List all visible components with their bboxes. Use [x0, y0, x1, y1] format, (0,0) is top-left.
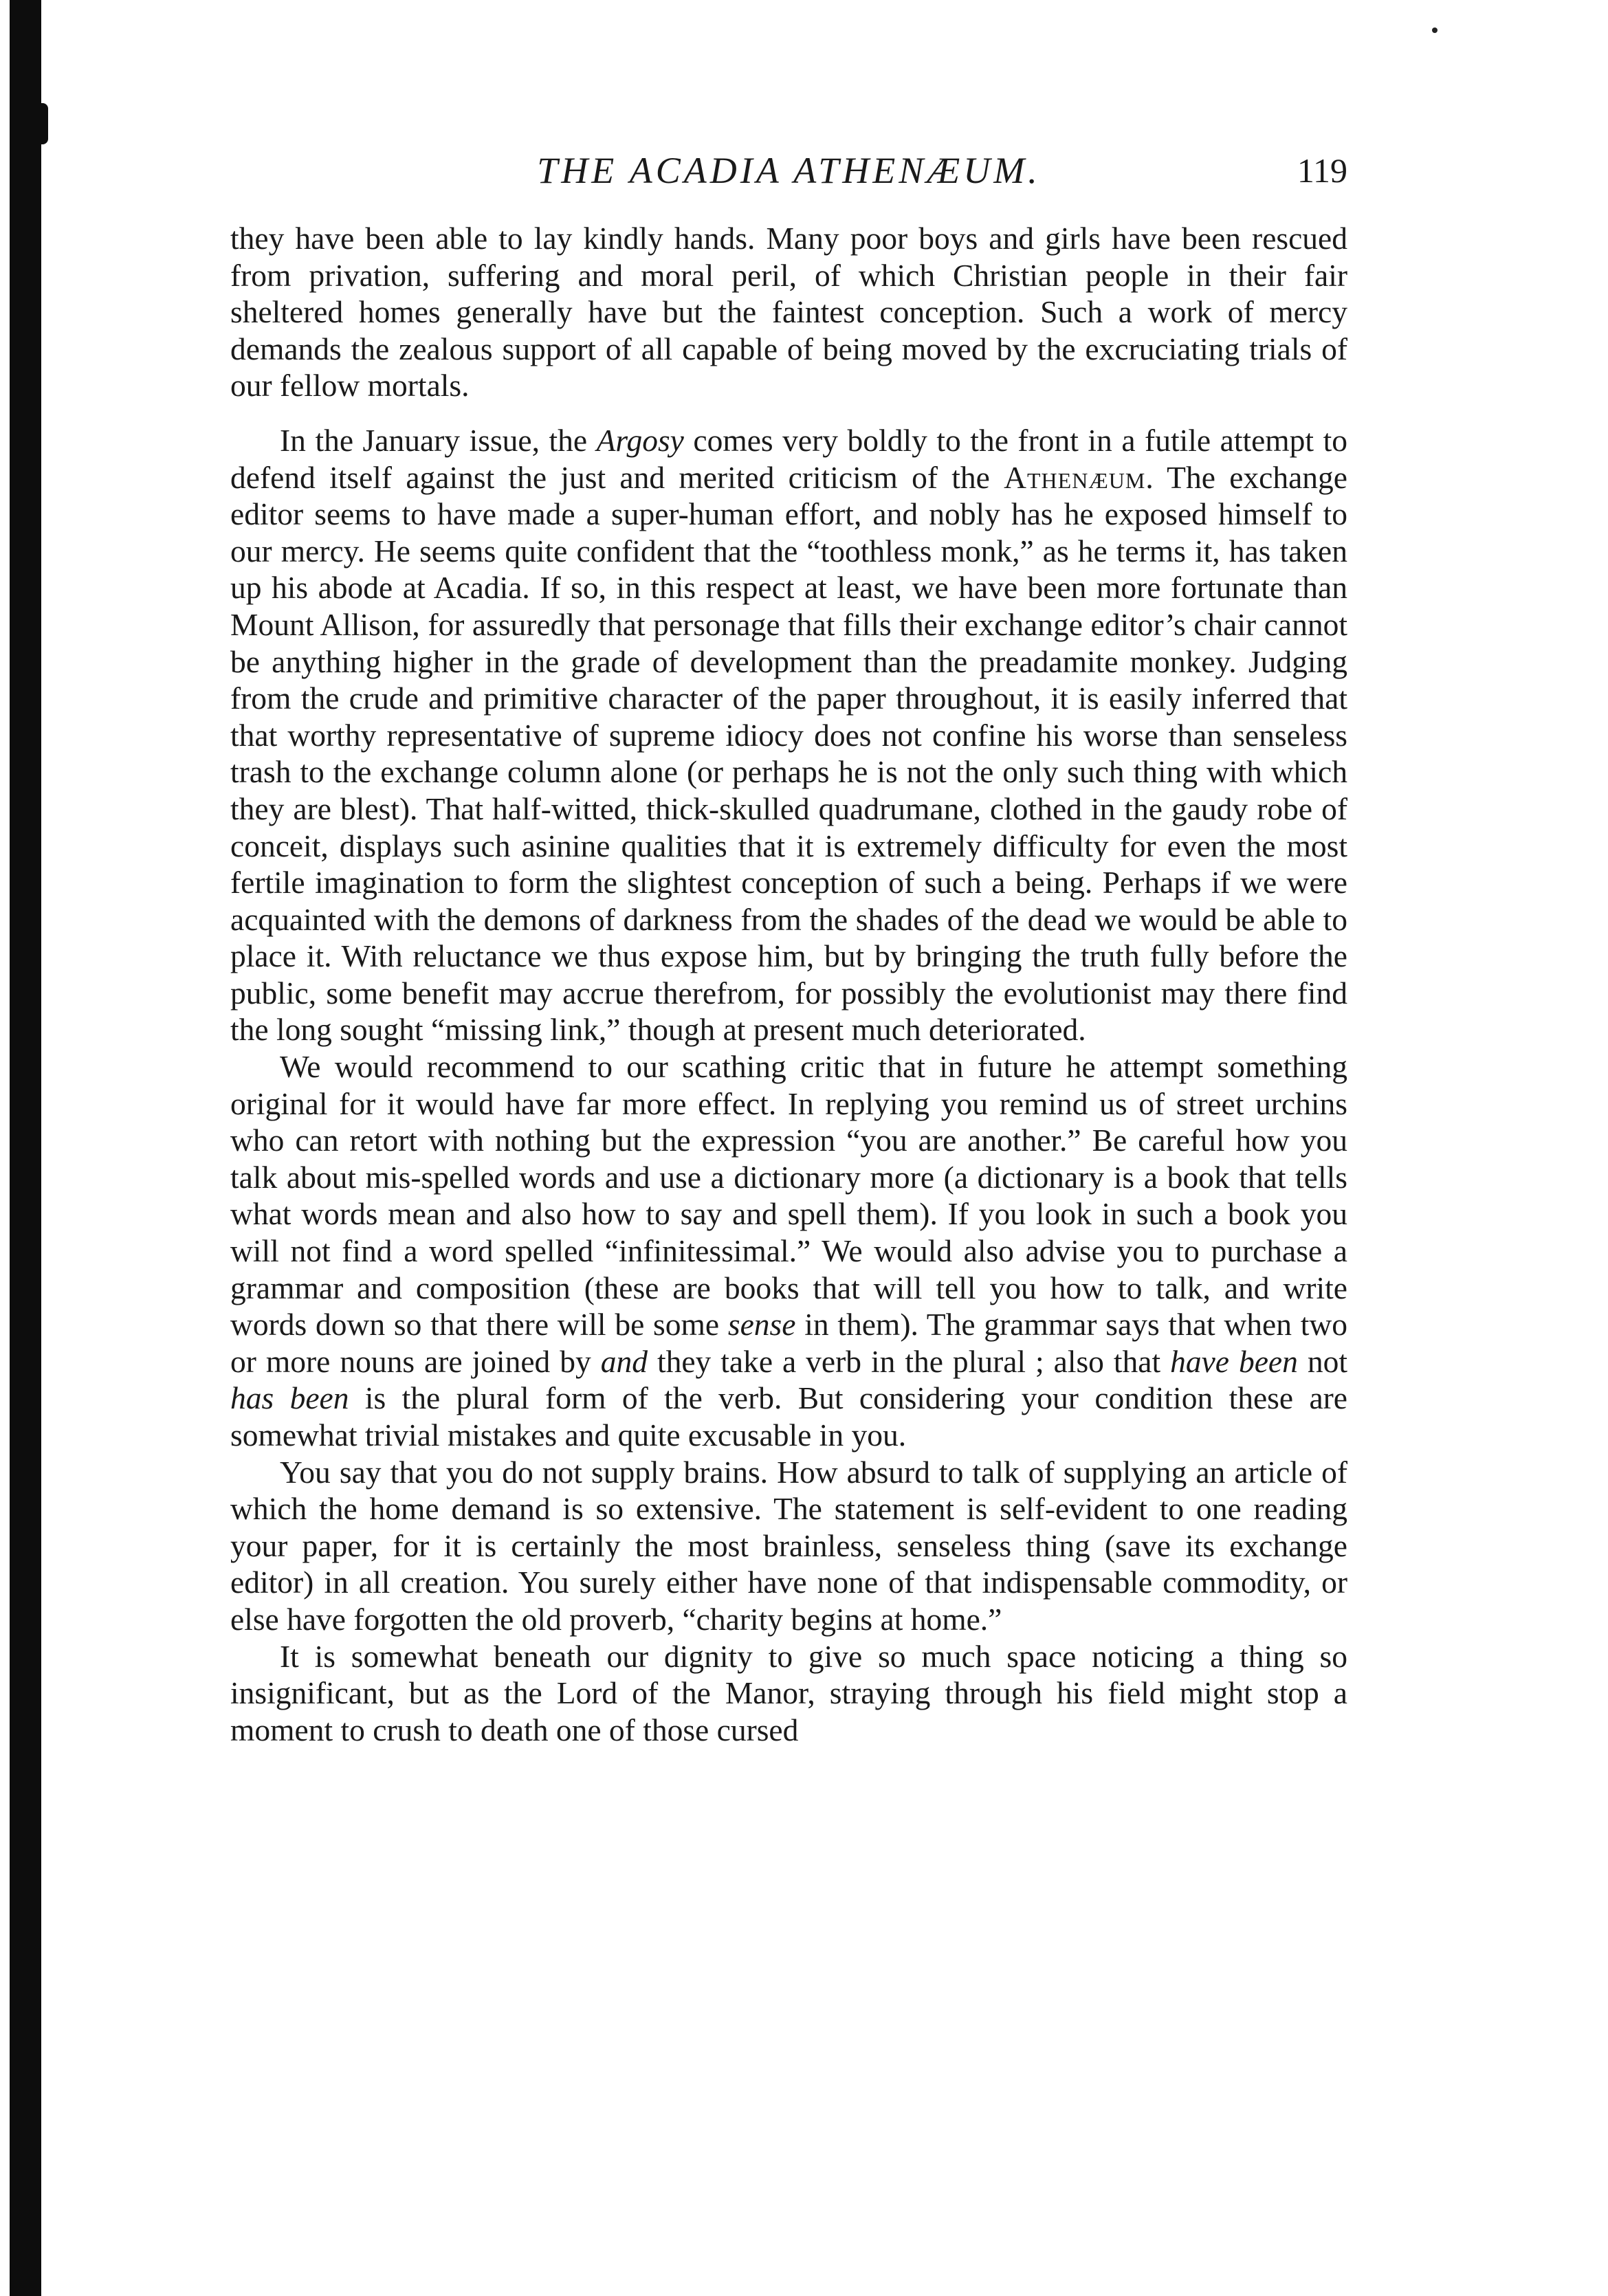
paragraph-4: You say that you do not supply brains. How absurd to talk of supplying an article of which the home demand is so extensive. The statement is self-evident to one reading your paper, for it is certainly the most brainless, senseless thing (save its exchange editor) in all creation. You surely either have none of that indispensable commodity, or else have forgotten the old proverb, “charity begins at home.” — [230, 1454, 1347, 1637]
p3-text-5: is the plural form of the verb. But considering your condition these are somewhat trivial mistakes and quite excusable in you. — [230, 1380, 1347, 1453]
argosy-title: Argosy — [596, 422, 684, 458]
page-title: THE ACADIA ATHENÆUM. — [537, 150, 1041, 191]
paragraph-2 — [230, 422, 1347, 1048]
scan-speck — [1432, 27, 1438, 33]
binding-mark — [41, 103, 48, 144]
p3-text-2: in them). The grammar says that when two or more nouns are joined by — [230, 1307, 1347, 1379]
p2-text-1: In the January issue, the — [280, 422, 597, 458]
p2-text-3: . The exchange editor seems to have made a super-human effort, and nobly has he exposed himself to our mercy. He seems quite confident that the “toothless monk,” as he terms it, has taken up his abode at Acadia. If so, in this respect at least, we have been more fortunate than Mount Allison, for assuredly that personage that fills their exchange editor’s chair cannot be anything higher in the grade of development than the preadamite monkey. Judging from the crude and primitive character of the paper throughout, it is easily inferred that that worthy representative of supreme idiocy does not confine his worse than senseless trash to the exchange column alone (or perhaps he is not the only such thing with which they are blest). That half-witted, thick-skulled quadrumane, clothed in the gaudy robe of conceit, displays such asinine qualities that it is extremely difficulty for even the most fertile imagination to form the slightest conception of such a being. Perhaps if we were acquainted with the demons of darkness from the shades of the dead we would be able to place it. With reluctance we thus expose him, but by bringing the truth fully before the public, some benefit may accrue therefrom, for possibly the evolutionist may there find the long sought “missing link,” though at present much deteriorated. — [230, 459, 1347, 1048]
page-number: 119 — [1297, 151, 1347, 190]
emphasis-has-been: has been — [230, 1380, 349, 1416]
p2-text-2: comes very boldly to the front in a futile attempt to defend itself against the just and merited criticism of the — [230, 422, 1348, 495]
emphasis-sense: sense — [727, 1307, 796, 1343]
paragraph-1: they have been able to lay kindly hands. Many poor boys and girls have been rescued from privation, suffering and moral peril, of which Christian people in their fair sheltered homes generally have but the faintest conception. Such a work of mercy demands the zealous support of all capable of being moved by the excruciating trials of our fellow mortals. — [230, 221, 1347, 404]
p3-text-1: We would recommend to our scathing critic that in future he attempt something original for it would have far more effect. In replying you remind us of street urchins who can retort with nothing but the expression “you are another.” Be careful how you talk about mis-spelled words and use a dictionary more (a dictionary is a book that tells what words mean and also how to say and spell them). If you look in such a book you will not find a word spelled “infinitessimal.” We would also advise you to purchase a grammar and composition (these are books that will tell you how to talk, and write words down so that there will be some — [230, 1049, 1347, 1343]
p3-text-4: not — [1297, 1343, 1347, 1379]
article-body — [230, 220, 1347, 1748]
book-spine-shadow — [10, 0, 41, 2296]
athenaeum-title: Athenæum — [1004, 459, 1146, 495]
paragraph-3 — [230, 1048, 1347, 1454]
emphasis-and: and — [600, 1343, 648, 1379]
p3-text-3: they take a verb in the plural ; also that — [647, 1343, 1171, 1379]
running-header — [230, 143, 1347, 198]
paragraph-5: It is somewhat beneath our dignity to give so much space noticing a thing so insignificant, but as the Lord of the Manor, straying through his field might stop a moment to crush to death one of those cursed — [230, 1638, 1347, 1747]
emphasis-have-been: have been — [1170, 1343, 1298, 1379]
